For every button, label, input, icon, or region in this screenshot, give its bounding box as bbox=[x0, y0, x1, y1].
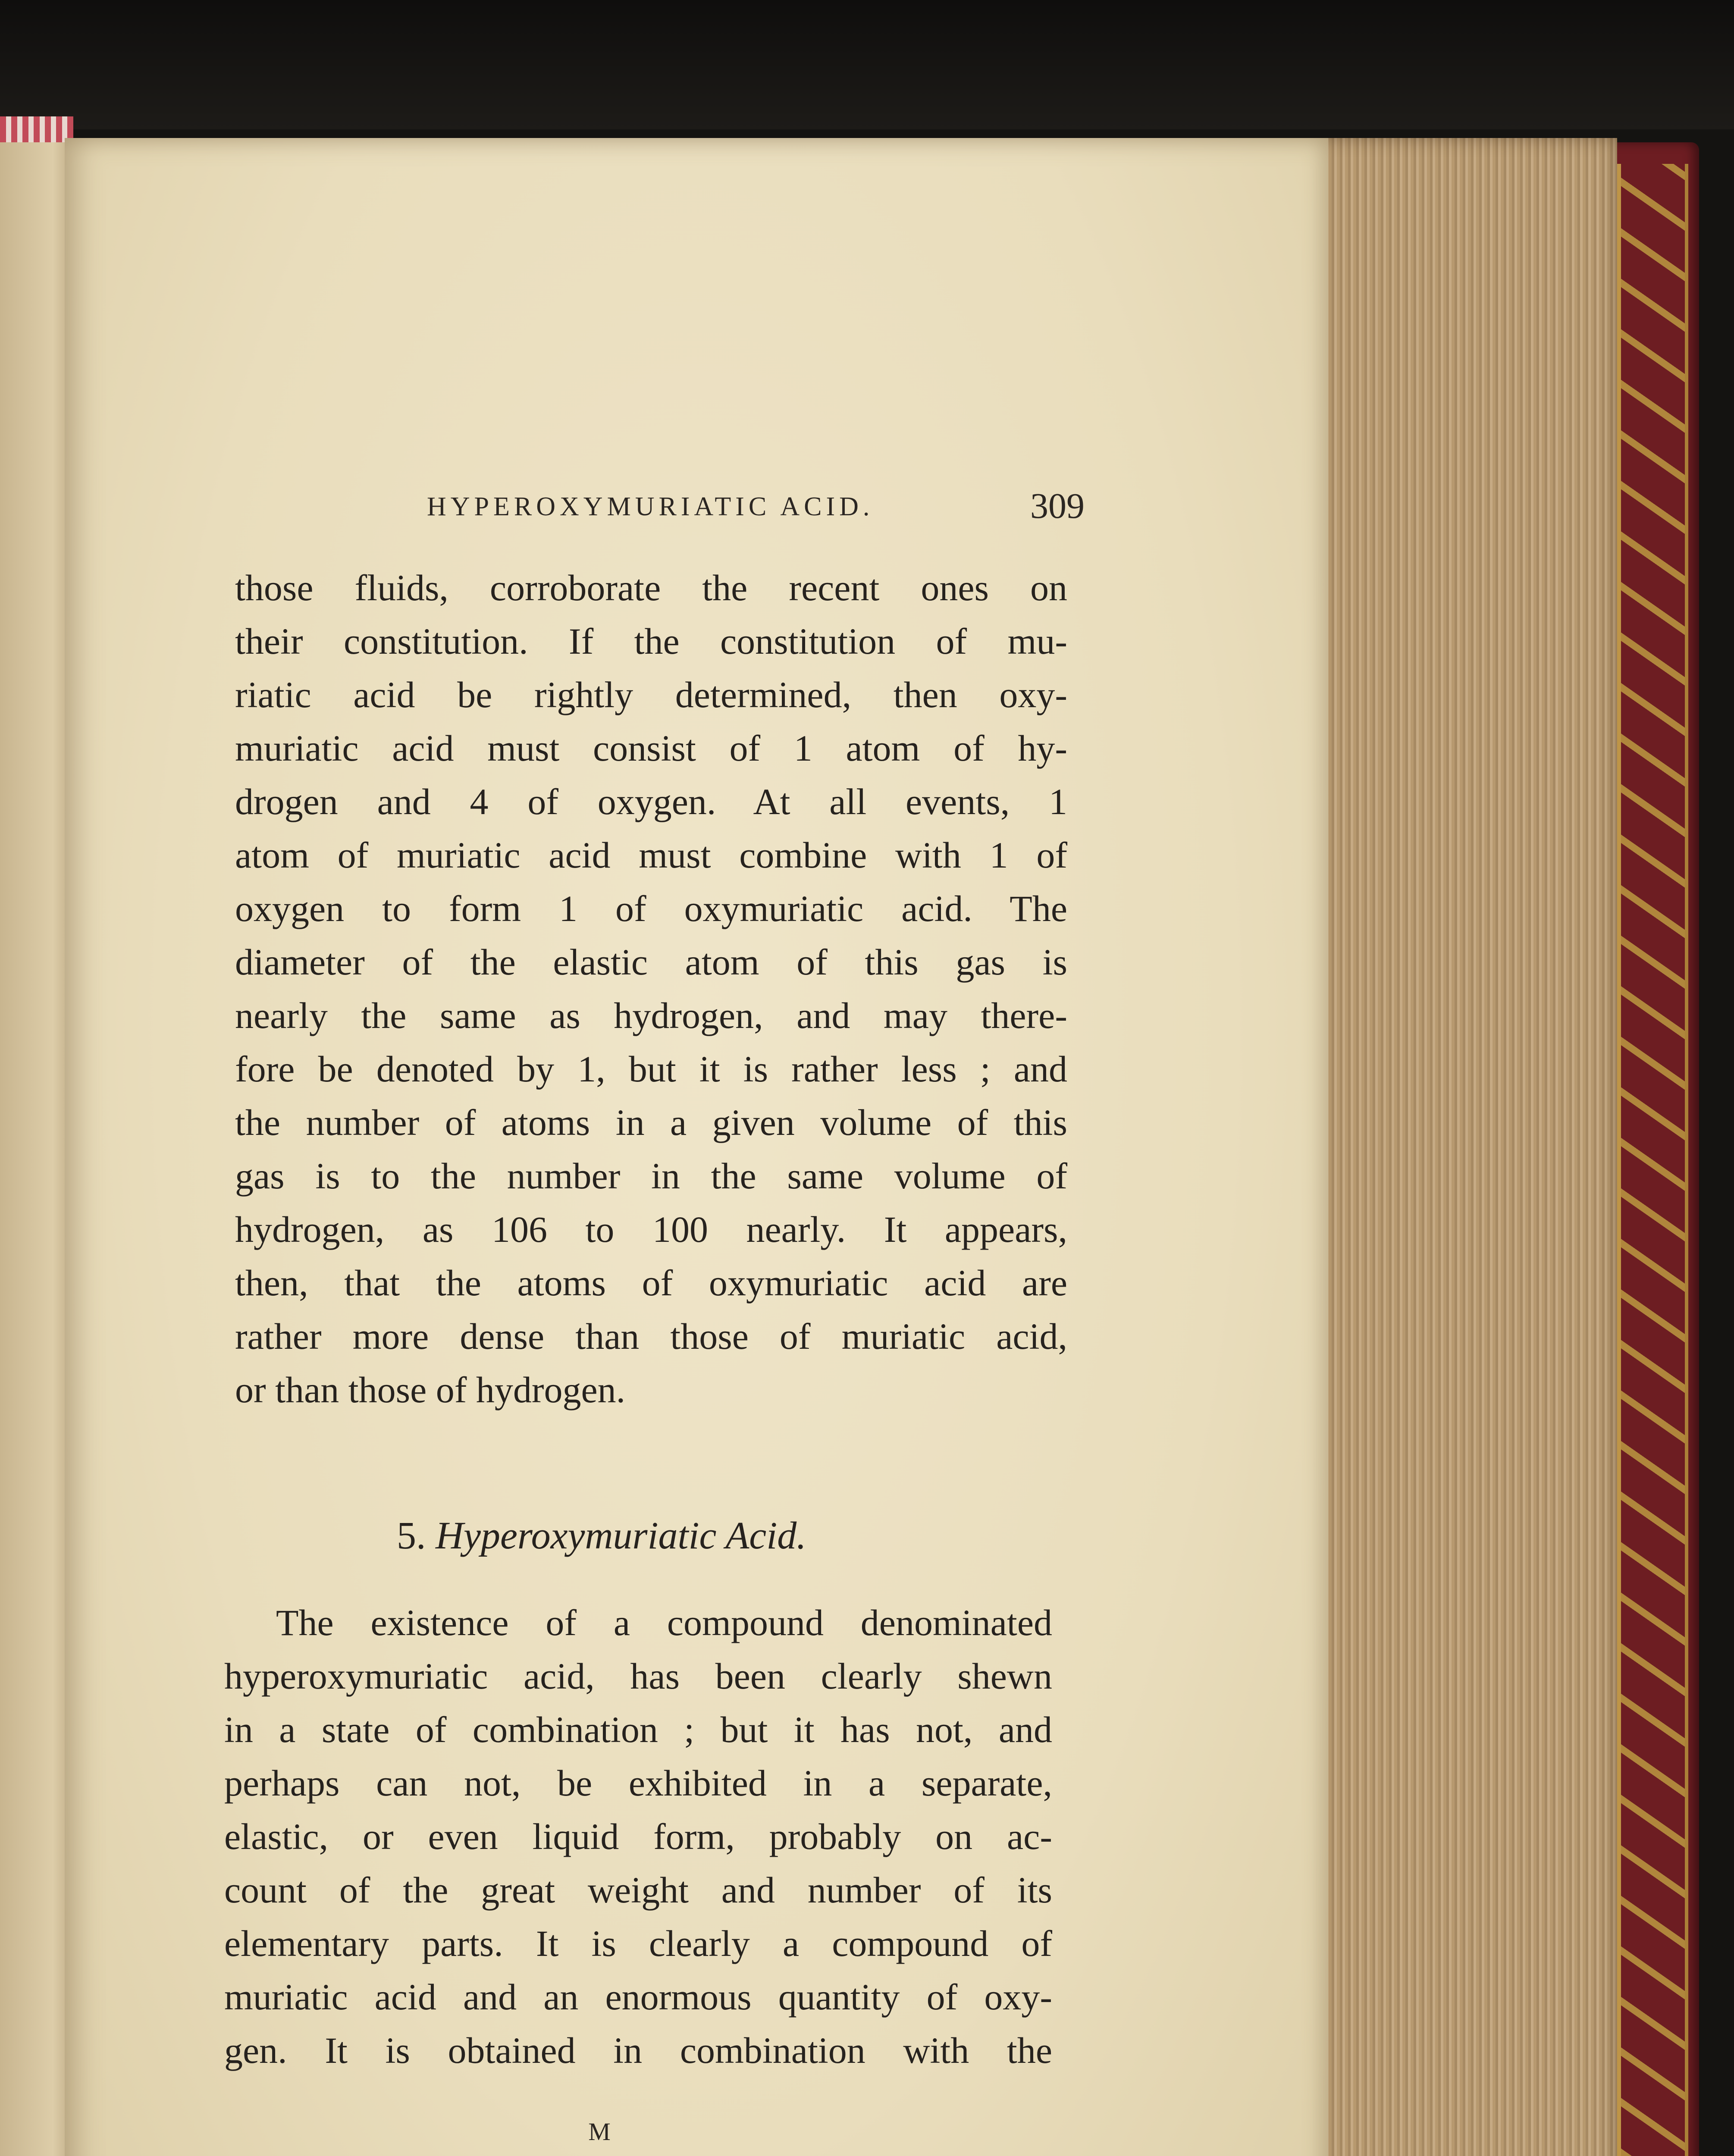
text-line: oxygen to form 1 of oxymuriatic acid. The bbox=[235, 888, 1067, 929]
text-line: the number of atoms in a given volume of this bbox=[235, 1102, 1067, 1143]
text-line: fore be denoted by 1, but it is rather less ; and bbox=[235, 1048, 1067, 1090]
signature-mark: M bbox=[588, 2118, 611, 2146]
text-line: hyperoxymuriatic acid, has been clearly shewn bbox=[224, 1655, 1052, 1697]
text-line: in a state of combination ; but it has not, and bbox=[224, 1709, 1052, 1750]
text-line: gen. It is obtained in combination with the bbox=[224, 2030, 1052, 2071]
book-page bbox=[65, 138, 1328, 2156]
text-line: their constitution. If the constitution of mu- bbox=[235, 620, 1067, 662]
text-line: diameter of the elastic atom of this gas is bbox=[235, 941, 1067, 983]
text-line: muriatic acid must consist of 1 atom of hy- bbox=[235, 727, 1067, 769]
headband-top bbox=[0, 116, 73, 142]
text-line: or than those of hydrogen. bbox=[235, 1369, 626, 1410]
text-line: rather more dense than those of muriatic acid, bbox=[235, 1316, 1067, 1357]
text-line: gas is to the number in the same volume of bbox=[235, 1155, 1067, 1197]
text-line: elementary parts. It is clearly a compound of bbox=[224, 1923, 1052, 1964]
gilt-border-ornament bbox=[1615, 164, 1688, 2156]
text-line: perhaps can not, be exhibited in a separate, bbox=[224, 1762, 1052, 1804]
section-number: 5. bbox=[397, 1514, 426, 1557]
text-line: drogen and 4 of oxygen. At all events, 1 bbox=[235, 781, 1067, 822]
text-line: hydrogen, as 106 to 100 nearly. It appears, bbox=[235, 1209, 1067, 1250]
text-line: atom of muriatic acid must combine with 1 of bbox=[235, 834, 1067, 876]
page-number: 309 bbox=[1030, 486, 1085, 526]
text-line: nearly the same as hydrogen, and may there- bbox=[235, 995, 1067, 1036]
text-line: count of the great weight and number of its bbox=[224, 1869, 1052, 1911]
text-line: then, that the atoms of oxymuriatic acid are bbox=[235, 1262, 1067, 1304]
section-heading bbox=[397, 1514, 914, 1558]
background-shadow bbox=[0, 0, 1734, 129]
text-line: muriatic acid and an enormous quantity of oxy- bbox=[224, 1976, 1052, 2018]
section-title: Hyperoxymuriatic Acid. bbox=[436, 1514, 806, 1557]
facing-page-edge bbox=[0, 142, 75, 2156]
text-line: The existence of a compound denominated bbox=[276, 1602, 1052, 1643]
running-head: HYPEROXYMURIATIC ACID. bbox=[427, 492, 874, 521]
text-line: elastic, or even liquid form, probably on ac- bbox=[224, 1816, 1052, 1857]
page-edges bbox=[1315, 138, 1617, 2156]
text-line: those fluids, corroborate the recent ones on bbox=[235, 567, 1067, 608]
text-line: riatic acid be rightly determined, then oxy- bbox=[235, 674, 1067, 715]
